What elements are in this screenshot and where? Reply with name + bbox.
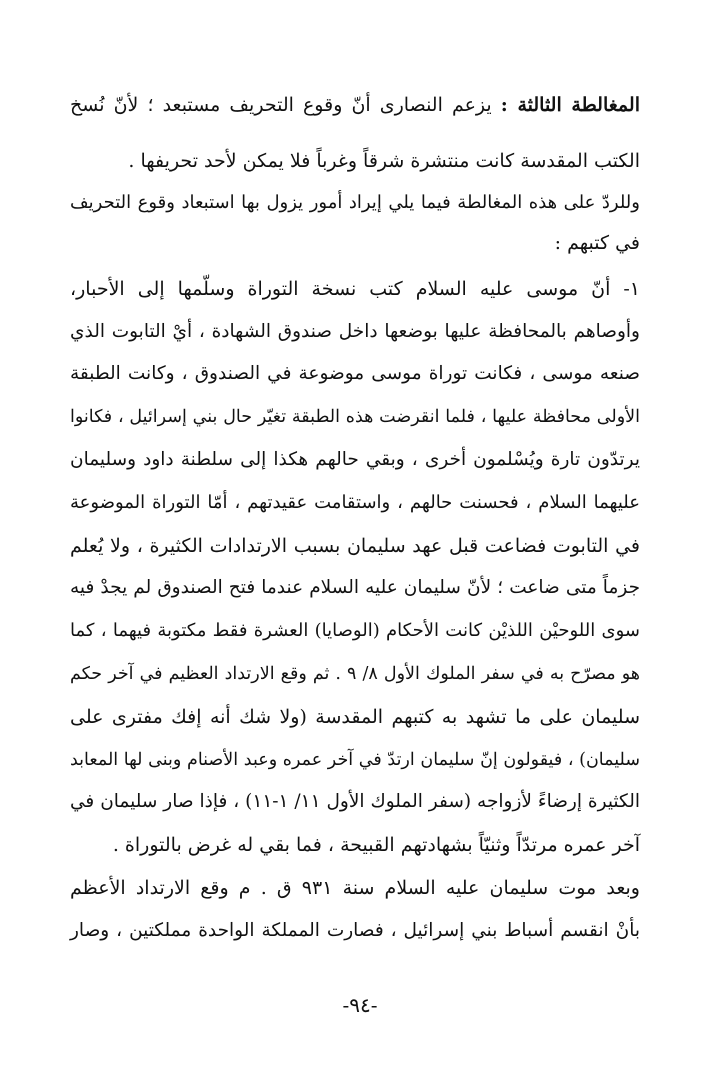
text-line-9: يرتدّون تارة ويُسْلمون أخرى ، وبقي حالهم هكذا إلى سلطنة داود وسليمان [70,449,640,470]
text-line-5: ١- أنّ موسى عليه السلام كتب نسخة التوراة وسلّمها إلى الأحبار، [70,278,640,300]
text-line-2: الكتب المقدسة كانت منتشرة شرقاً وغرباً فلا يمكن لأحد تحريفها . [128,150,640,172]
text-line-20: بأنْ انقسم أسباط بني إسرائيل ، فصارت المملكة الواحدة مملكتين ، وصار [70,920,640,941]
text-line-14: هو مصرّح به في سفر الملوك الأول ٨/ ٩ . ثم وقع الارتداد العظيم في آخر حكم [70,664,640,684]
text-line-8: الأولى محافظة عليها ، فلما انقرضت هذه الطبقة تغيّر حال بني إسرائيل ، فكانوا [70,407,640,427]
text-line-12: جزماً متى ضاعت ؛ لأنّ سليمان عليه السلام عندما فتح الصندوق لم يجدْ فيه [70,577,640,598]
text-segment: يزعم النصارى أنّ وقوع التحريف مستبعد ؛ لأنّ نُسخ [70,94,492,116]
text-line-19: وبعد موت سليمان عليه السلام سنة ٩٣١ ق . م وقع الارتداد الأعظم [70,877,640,899]
text-line-10: عليهما السلام ، فحسنت حالهم ، واستقامت عقيدتهم ، أمّا التوراة الموضوعة [70,492,640,513]
text-line-1 [70,86,640,124]
text-line-18: آخر عمره مرتدّاً وثنيّاً بشهادتهم القبيحة ، فما بقي له غرض بالتوراة . [112,834,640,856]
text-line-6: وأوصاهم بالمحافظة عليها بوضعها داخل صندوق الشهادة ، أيْ التابوت الذي [70,321,640,342]
text-line-13: سوى اللوحيْن اللذيْن كانت الأحكام (الوصايا) العشرة فقط مكتوبة فيهما ، كما [70,620,640,641]
text-line-17: الكثيرة إرضاءً لأزواجه (سفر الملوك الأول ١١/ ١-١١) ، فإذا صار سليمان في [70,791,640,812]
text-line-16: سليمان) ، فيقولون إنّ سليمان ارتدّ في آخر عمره وعبد الأصنام وبنى لها المعابد [70,750,640,770]
text-line-3: وللردّ على هذه المغالطة فيما يلي إيراد أمور يزول بها استبعاد وقوع التحريف [70,192,640,213]
text-line-7: صنعه موسى ، فكانت توراة موسى موضوعة في الصندوق ، وكانت الطبقة [70,363,640,384]
text-line-15: سليمان على ما تشهد به كتبهم المقدسة (ولا شك أنه إفك مفترى على [70,706,640,728]
page-number: -٩٤- [342,993,378,1017]
text-line-4: في كتبهم : [554,232,640,254]
section-term: المغالطة الثالثة : [500,94,640,116]
text-line-11: في التابوت فضاعت قبل عهد سليمان بسبب الارتدادات الكثيرة ، ولا يُعلم [70,535,640,557]
